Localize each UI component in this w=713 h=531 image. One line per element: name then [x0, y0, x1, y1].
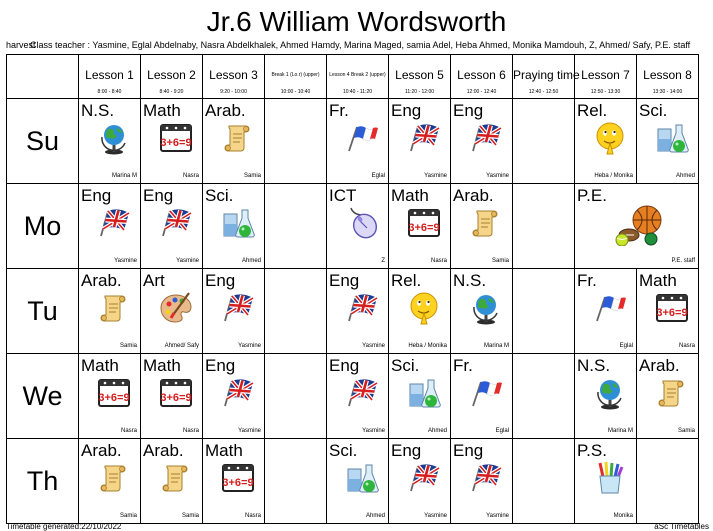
empty-cell [637, 439, 699, 524]
subject-label: Eng [453, 101, 484, 120]
teacher-label: Yasmine [362, 428, 385, 434]
lesson-cell [79, 354, 141, 439]
column-header-name: Lesson 2 [147, 68, 196, 82]
globe-icon [97, 121, 131, 155]
timetable-title: Jr.6 William Wordsworth [206, 6, 507, 37]
flask-icon [655, 121, 689, 155]
subject-label: ICT [329, 186, 357, 205]
column-header-name: Lesson 8 [643, 68, 692, 82]
lesson-cell [575, 269, 637, 354]
subject-label: Arab. [205, 101, 246, 120]
header-row [7, 55, 699, 99]
subject-label: Math [81, 356, 119, 375]
subject-label: Sci. [639, 101, 668, 120]
subject-label: N.S. [81, 101, 115, 120]
day-row [7, 269, 699, 354]
praying-smiley-icon [593, 121, 627, 155]
teacher-label: Samia [119, 343, 137, 349]
teacher-label: Eglal [495, 428, 509, 434]
subject-label: Eng [81, 186, 112, 205]
empty-cell [265, 354, 327, 439]
lesson-cell [327, 269, 389, 354]
subject-label: P.S. [577, 441, 607, 460]
teacher-label: Ahmed/ Safy [164, 343, 199, 349]
praying-smiley-icon [407, 291, 441, 325]
corner-cell [7, 55, 79, 99]
subject-label: Rel. [391, 271, 422, 290]
teacher-label: Yasmine [176, 258, 199, 264]
lesson-cell [389, 99, 451, 184]
day-label: Mo [7, 184, 79, 269]
day-label: Tu [7, 269, 79, 354]
lesson-cell [141, 99, 203, 184]
lesson-cell [141, 184, 203, 269]
class-teacher-line: Class teacher : Yasmine, Eglal Abdelnaby, Nasra Abdelkhalek, Ahmed Hamdy, Marina Maged, samia Adel, Heba Ahmed, Monika Mamdouh, Z, Ahmed/ Safy, P.E. staff [30, 40, 691, 50]
lesson-cell [79, 439, 141, 524]
teacher-label: Samia [243, 173, 261, 179]
uk-flag-icon [221, 376, 255, 410]
column-header-time: 11:20 - 12:00 [404, 89, 435, 95]
column-header [141, 55, 203, 99]
day-row [7, 439, 699, 524]
lesson-cell [141, 439, 203, 524]
french-flag-icon [469, 376, 503, 410]
column-header [389, 55, 451, 99]
subject-label: P.E. [577, 186, 607, 205]
lesson-cell [141, 354, 203, 439]
column-header-name: Lesson 7 [581, 68, 630, 82]
day-label: We [7, 354, 79, 439]
teacher-label: Yasmine [114, 258, 137, 264]
column-header-time: 10:40 - 11:20 [342, 89, 373, 95]
math-icon [407, 206, 441, 240]
teacher-label: Marina M [111, 173, 137, 179]
lesson-cell [203, 354, 265, 439]
column-header-time: 12:40 - 12:50 [528, 89, 559, 95]
teacher-label: Marina M [483, 343, 509, 349]
column-header [265, 55, 327, 99]
lesson-cell [451, 269, 513, 354]
scroll-icon [97, 291, 131, 325]
lesson-cell [141, 269, 203, 354]
teacher-label: Nasra [430, 258, 447, 264]
column-header-name: Lesson 4 Break 2 (upper) [329, 72, 386, 78]
subject-label: Fr. [453, 356, 473, 375]
lesson-cell [389, 269, 451, 354]
uk-flag-icon [407, 121, 441, 155]
generator-credit: aSc Timetables [654, 522, 709, 531]
subject-label: Sci. [329, 441, 358, 460]
column-header-time: 13:30 - 14:00 [652, 89, 683, 95]
teacher-label: Samia [677, 428, 695, 434]
teacher-label: Samia [119, 513, 137, 519]
palette-icon [159, 291, 193, 325]
teacher-label: Yasmine [238, 343, 261, 349]
timetable-grid [6, 54, 699, 524]
teacher-label: Heba / Monika [594, 173, 633, 179]
sports-balls-icon [615, 204, 665, 246]
day-label: Su [7, 99, 79, 184]
subject-label: Eng [329, 356, 360, 375]
teacher-label: Samia [491, 258, 509, 264]
subject-label: Art [143, 271, 165, 290]
teacher-label: Nasra [244, 513, 261, 519]
lesson-cell [203, 439, 265, 524]
column-header [203, 55, 265, 99]
lesson-cell [637, 269, 699, 354]
column-header-time: 12:00 - 12:40 [466, 89, 497, 95]
empty-cell [513, 99, 575, 184]
uk-flag-icon [97, 206, 131, 240]
globe-icon [593, 376, 627, 410]
french-flag-icon [345, 121, 379, 155]
lesson-cell [327, 99, 389, 184]
empty-cell [265, 439, 327, 524]
math-icon [159, 121, 193, 155]
teacher-label: Nasra [182, 173, 199, 179]
math-icon [221, 461, 255, 495]
column-header [451, 55, 513, 99]
teacher-label: Eglal [619, 343, 633, 349]
uk-flag-icon [345, 291, 379, 325]
column-header-name: Lesson 1 [85, 68, 134, 82]
lesson-cell [575, 184, 699, 269]
lesson-cell [451, 184, 513, 269]
day-row [7, 354, 699, 439]
lesson-cell [575, 439, 637, 524]
subject-label: Arab. [143, 441, 184, 460]
uk-flag-icon [469, 121, 503, 155]
scroll-icon [159, 461, 193, 495]
column-header [637, 55, 699, 99]
globe-icon [469, 291, 503, 325]
scroll-icon [221, 121, 255, 155]
teacher-label: Nasra [678, 343, 695, 349]
svg-text:3+6=9: 3+6=9 [98, 392, 130, 404]
subject-label: Eng [391, 441, 422, 460]
uk-flag-icon [345, 376, 379, 410]
empty-cell [513, 354, 575, 439]
subject-label: Rel. [577, 101, 608, 120]
lesson-cell [79, 269, 141, 354]
subject-label: Math [391, 186, 429, 205]
lesson-cell [327, 184, 389, 269]
teacher-label: Eglal [371, 173, 385, 179]
uk-flag-icon [221, 291, 255, 325]
flask-icon [221, 206, 255, 240]
column-header-name: Praying time [513, 68, 580, 82]
svg-text:3+6=9: 3+6=9 [160, 392, 192, 404]
math-icon [159, 376, 193, 410]
teacher-label: Nasra [182, 428, 199, 434]
flask-icon [407, 376, 441, 410]
column-header [327, 55, 389, 99]
math-icon [97, 376, 131, 410]
svg-text:3+6=9: 3+6=9 [222, 477, 254, 489]
subject-label: Arab. [453, 186, 494, 205]
lesson-cell [451, 99, 513, 184]
teacher-label: P.E. staff [671, 258, 695, 264]
lesson-cell [327, 354, 389, 439]
teacher-label: Monika [613, 513, 633, 519]
french-flag-icon [593, 291, 627, 325]
teacher-label: Z [381, 258, 385, 264]
teacher-label: Yasmine [424, 173, 447, 179]
lesson-cell [575, 99, 637, 184]
column-header [79, 55, 141, 99]
uk-flag-icon [407, 461, 441, 495]
school-name: harvest [6, 40, 36, 50]
generated-date: Timetable generated:22/10/2022 [6, 522, 122, 531]
svg-text:3+6=9: 3+6=9 [160, 137, 192, 149]
lesson-cell [79, 99, 141, 184]
teacher-label: Yasmine [486, 173, 509, 179]
lesson-cell [575, 354, 637, 439]
lesson-cell [203, 184, 265, 269]
teacher-label: Ahmed [365, 513, 385, 519]
column-header-name: Break 1 (Lo.r) (upper) [271, 72, 320, 78]
subject-label: Eng [391, 101, 422, 120]
column-header-name: Lesson 3 [209, 68, 258, 82]
column-header-time: 12:50 - 13:30 [590, 89, 621, 95]
subject-label: Eng [205, 271, 236, 290]
lesson-cell [637, 99, 699, 184]
day-row [7, 184, 699, 269]
lesson-cell [389, 184, 451, 269]
teacher-label: Yasmine [238, 428, 261, 434]
teacher-label: Ahmed [241, 258, 261, 264]
column-header-name: Lesson 6 [457, 68, 506, 82]
teacher-label: Yasmine [424, 513, 447, 519]
scroll-icon [97, 461, 131, 495]
teacher-label: Samia [181, 513, 199, 519]
lesson-cell [637, 354, 699, 439]
lesson-cell [451, 439, 513, 524]
flask-icon [345, 461, 379, 495]
teacher-label: Ahmed [427, 428, 447, 434]
math-icon [655, 291, 689, 325]
subject-label: Arab. [81, 441, 122, 460]
pencil-cup-icon [593, 461, 627, 495]
column-header [575, 55, 637, 99]
teacher-label: Yasmine [362, 343, 385, 349]
subject-label: Fr. [577, 271, 597, 290]
teacher-label: Ahmed [675, 173, 695, 179]
subject-label: N.S. [453, 271, 487, 290]
empty-cell [513, 269, 575, 354]
subject-label: Math [143, 356, 181, 375]
column-header-time: 9:20 - 10:00 [220, 89, 247, 95]
empty-cell [265, 184, 327, 269]
subject-label: Math [205, 441, 243, 460]
teacher-label: Yasmine [486, 513, 509, 519]
empty-cell [513, 184, 575, 269]
subject-label: Sci. [205, 186, 234, 205]
teacher-label: Marina M [607, 428, 633, 434]
lesson-cell [203, 99, 265, 184]
subject-label: Arab. [639, 356, 680, 375]
day-row [7, 99, 699, 184]
lesson-cell [203, 269, 265, 354]
column-header-time: 8:40 - 9:20 [159, 89, 184, 95]
scroll-icon [655, 376, 689, 410]
lesson-cell [389, 439, 451, 524]
column-header [513, 55, 580, 99]
lesson-cell [451, 354, 513, 439]
lesson-cell [79, 184, 141, 269]
subject-label: Eng [205, 356, 236, 375]
subject-label: Sci. [391, 356, 420, 375]
subject-label: Eng [143, 186, 174, 205]
subject-label: Eng [329, 271, 360, 290]
mouse-icon [345, 206, 379, 240]
subject-label: Math [143, 101, 181, 120]
svg-text:3+6=9: 3+6=9 [408, 222, 440, 234]
subject-label: Fr. [329, 101, 349, 120]
subject-label: Arab. [81, 271, 122, 290]
uk-flag-icon [159, 206, 193, 240]
empty-cell [265, 99, 327, 184]
scroll-icon [469, 206, 503, 240]
empty-cell [513, 439, 575, 524]
lesson-cell [327, 439, 389, 524]
column-header-name: Lesson 5 [395, 68, 444, 82]
teacher-label: Heba / Monika [408, 343, 447, 349]
subject-label: Eng [453, 441, 484, 460]
teacher-label: Nasra [120, 428, 137, 434]
day-label: Th [7, 439, 79, 524]
lesson-cell [389, 354, 451, 439]
column-header-time: 10:00 - 10:40 [280, 89, 311, 95]
empty-cell [265, 269, 327, 354]
column-header-time: 8:00 - 8:40 [97, 89, 122, 95]
subject-label: N.S. [577, 356, 611, 375]
svg-text:3+6=9: 3+6=9 [656, 307, 688, 319]
uk-flag-icon [469, 461, 503, 495]
subject-label: Math [639, 271, 677, 290]
